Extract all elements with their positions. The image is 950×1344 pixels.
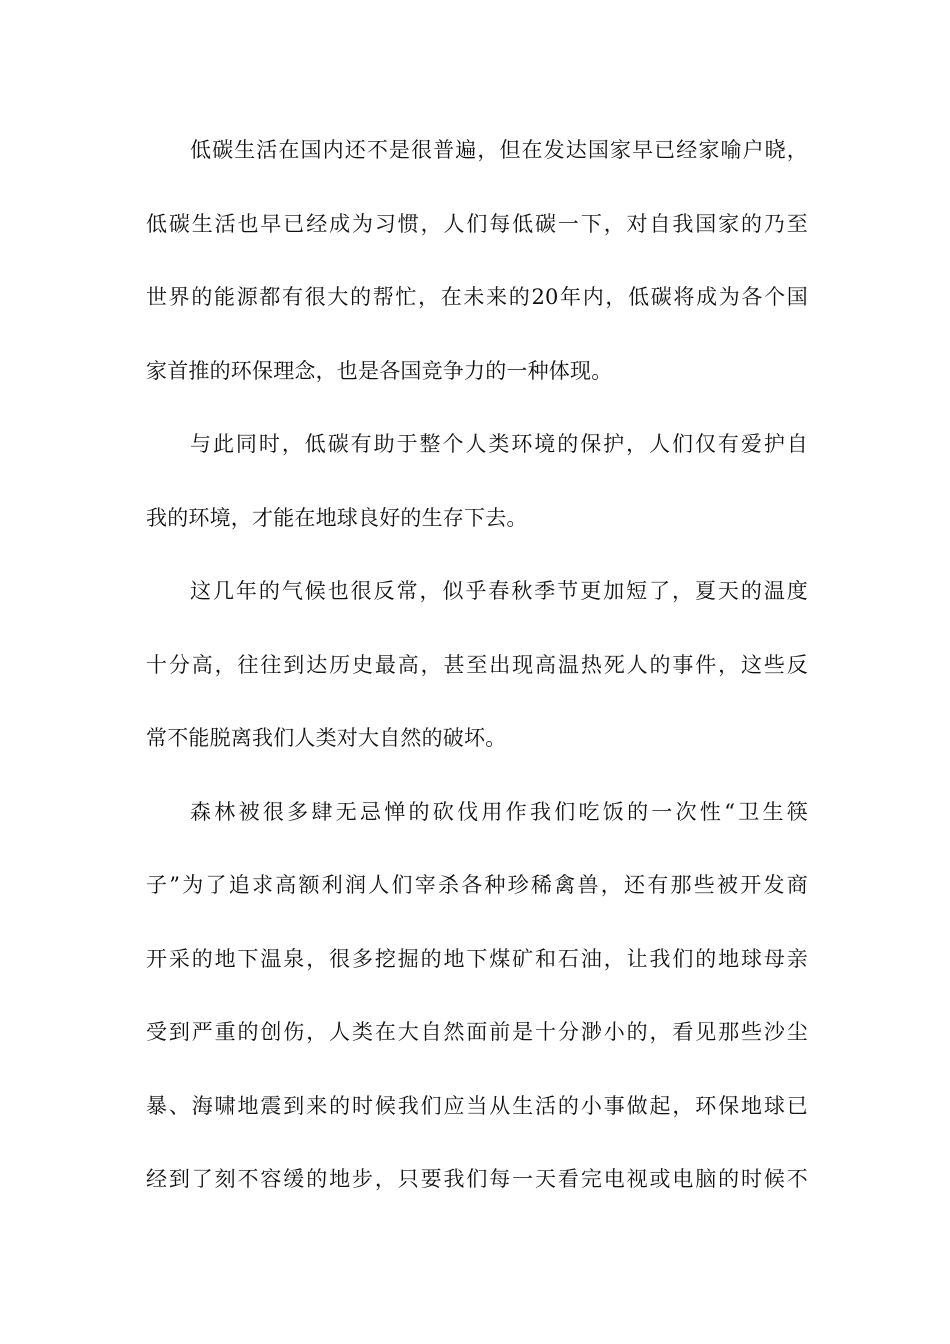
text-line: 这几年的气候也很反常，似乎春秋季节更加短了，夏天的温度 [190,579,808,603]
text-line: 家首推的环保理念，也是各国竞争力的一种体现。 [146,358,613,383]
text-line: 我的环境，才能在地球良好的生存下去。 [146,505,528,530]
text-line: 低碳生活也早已经成为习惯，人们每低碳一下，对自我国家的乃至 [146,211,808,236]
text-line: 十分高，往往到达历史最高，甚至出现高温热死人的事件，这些反 [146,652,808,677]
text-line: 低碳生活在国内还不是很普遍，但在发达国家早已经家喻户晓， [190,138,808,162]
text-line: 开采的地下温泉，很多挖掘的地下煤矿和石油，让我们的地球母亲 [146,946,808,971]
text-line: 子”为了追求高额利润人们宰杀各种珍稀禽兽，还有那些被开发商 [146,873,808,897]
text-line: 受到严重的创伤，人类在大自然面前是十分渺小的，看见那些沙尘 [146,1020,808,1044]
text-line: 经到了刻不容缓的地步，只要我们每一天看完电视或电脑的时候不 [146,1167,808,1191]
paragraph-3 [146,567,808,788]
paragraph-4 [146,788,808,1229]
paragraph-2 [146,420,808,567]
text-line: 与此同时，低碳有助于整个人类环境的保护，人们仅有爱护自 [190,432,808,456]
text-line: 世界的能源都有很大的帮忙，在未来的20年内，低碳将成为各个国 [146,285,808,309]
text-line: 森林被很多肆无忌惮的砍伐用作我们吃饭的一次性“卫生筷 [190,799,808,824]
document-body [146,126,808,1229]
text-line: 暴、海啸地震到来的时候我们应当从生活的小事做起，环保地球已 [146,1093,808,1118]
text-line: 常不能脱离我们人类对大自然的破坏。 [146,726,507,750]
paragraph-1 [146,126,808,420]
